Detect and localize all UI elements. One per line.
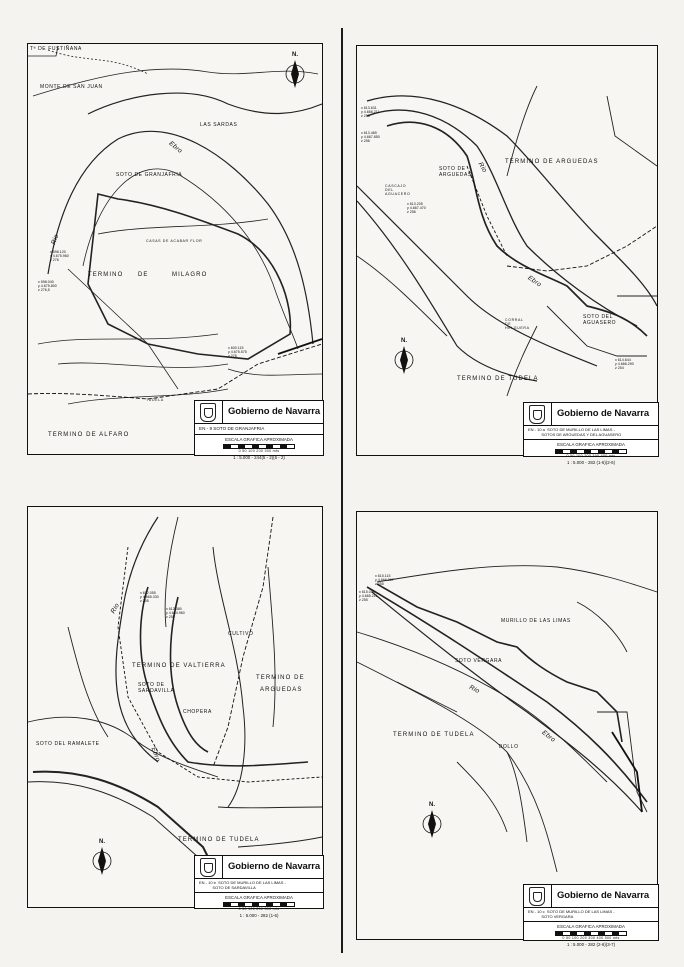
north-arrow-icon: N. [421,802,443,842]
label-murillo: MURILLO DE LAS LIMAS [501,618,571,624]
map-panel-arguedas [356,45,658,466]
map-panel-vergara [356,511,658,948]
label-de: DE [138,272,149,278]
label-las-sardas: LAS SARDAS [200,122,238,128]
label-termino-tudela: TERMINO DE TUDELA [393,732,475,738]
label-rio: Rio [50,233,61,246]
label-casas: CASAS DE ACABAR FLOR [146,239,203,243]
scale-ratio: 1 : 5.000 - 282 (1-6)(2-6) [566,460,616,466]
gobierno-navarra-title: Gobierno de Navarra [551,885,649,907]
scale-ratio: 1 : 5.000 - 282 (2-6)(3-7) [566,942,616,948]
label-termino-arguedas-a: TERMINO DE [256,675,305,681]
map-drawing [28,44,322,454]
label-soto-aguasero: SOTO DEL AGUASERO [583,314,617,326]
scale-ticks: 0 50 100 200 300 400 500 mts [562,936,620,941]
label-ebro: Ebro [149,746,162,763]
map-panel-sardavilla [27,506,323,919]
coord-marker: x 613.205 y 4.667.470 z 256 [407,202,426,214]
label-termino-valtierra: TERMINO DE VALTIERRA [132,663,226,669]
label-termino: TERMINO [88,272,124,278]
scale-ratio: 1 : 5.000 - 244(5 - 2)(6 - 2) [233,454,285,460]
label-soto-vergara: SOTO VERGARA [455,658,503,664]
label-ebro: Ebro [526,274,543,289]
map-code: EN - 10 c SOTO DE MURILLO DE LAS LIMAS - SOTO VERGARA [524,908,658,922]
north-arrow-icon: N. [91,839,113,879]
legend-box [194,400,324,460]
label-tudela-sign: TUDELA [146,398,164,402]
label-cultivo: CULTIVO [228,631,254,637]
coord-marker: x 613.631 y 4.668.211 z 253 [361,106,380,118]
scale-title: ESCALA GRAFICA APROXIMADA [225,436,293,442]
coord-marker: x 615.115 y 4.666.067 z 255 [375,574,394,586]
map-code: EN - 10 b SOTO DE MURILLO DE LAS LIMAS - SOTO DE SARDAVILLA [195,879,323,893]
label-rio: Rio [476,161,489,174]
map-drawing [357,512,657,939]
gobierno-navarra-title: Gobierno de Navarra [551,403,649,425]
label-milagro: MILAGRO [172,272,208,278]
scale-ratio: 1 : 5.000 - 282 (1-6) [239,913,279,919]
scale-ticks: 0 50 100 200 300 400 mts [566,454,616,459]
coord-marker: x 612.055 y 4.665.330 z 255 [140,591,159,603]
map-drawing [357,46,657,455]
navarra-crest-icon [529,887,545,906]
page-divider [341,28,343,953]
scale-title: ESCALA GRAFICA APROXIMADA [557,924,625,930]
navarra-crest-icon [200,858,216,877]
label-bollo: BOLLO [499,744,519,750]
label-ebro: Ebro [540,729,557,744]
navarra-crest-icon [200,403,216,422]
scale-title: ESCALA GRAFICA APROXIMADA [225,895,293,901]
label-termino-arguedas: TERMINO DE ARGUEDAS [505,159,599,165]
label-termino-tudela: TERMINO DE TUDELA [178,837,260,843]
north-arrow-icon: N. [393,338,415,378]
label-termino-arguedas-b: ARGUEDAS [260,687,303,693]
label-rio: Rio [467,683,481,696]
navarra-crest-icon [529,405,545,424]
gobierno-navarra-title: Gobierno de Navarra [222,401,320,423]
label-soto-ramalete: SOTO DEL RAMALETE [36,741,100,747]
label-monte-san-juan: MONTE DE SAN JUAN [40,84,103,90]
label-chopera: CHOPERA [183,709,212,715]
coord-marker: x 598.120 y 4.675.960 z 276 [50,250,69,262]
label-termino-alfaro: TERMINO DE ALFARO [48,432,130,438]
coord-marker: x 614.644 y 4.666.290 z 254 [615,358,634,370]
coord-marker: x 613.489 y 4.667.850 z 256 [361,131,380,143]
label-soto-arguedas: SOTO DE ARGUEDAS [439,166,472,178]
scale-title: ESCALA GRAFICA APROXIMADA [557,442,625,448]
map-panel-granjafria [27,43,323,460]
label-soto-granjafria: SOTO DE GRANJAFRIA [116,172,183,178]
legend-box [523,884,659,948]
coord-marker: x 615.090 y 4.665.211 z 255 [359,590,378,602]
map-code: EN - 10 a SOTO DE MURILLO DE LAS LIMAS - SOTOS DE ARGUEDAS Y DEL AGUASERO [524,426,658,440]
label-fustinana: Tª DE FUSTIÑANA [30,46,82,52]
label-corral: CORRAL DE HELGUERA [505,318,530,330]
label-termino-tudela: TERMINO DE TUDELA [457,376,539,382]
coord-marker: x 612.380 y 4.664.960 z 255 [166,607,185,619]
north-arrow-icon: N. [284,52,306,92]
map-drawing [28,507,322,907]
coord-marker: x 598.040 y 4.675.800 z 276,5 [38,280,57,292]
legend-box [523,402,659,466]
label-rio: Rio [109,602,122,615]
label-cascajo: CASCAJO DEL AGUACERO [385,184,411,196]
legend-box [194,855,324,919]
gobierno-navarra-title: Gobierno de Navarra [222,856,320,878]
label-ebro: Ebro [167,140,184,155]
map-code: EN - 9 SOTO DE GRANJAFRIA [195,424,323,435]
scale-ticks: 0 50 100 200 300 mts [238,448,280,453]
coord-marker: x 600.115 y 4.675.575 z 276 [228,346,247,358]
scale-ticks: 0 50 100 200 300 mts [238,907,280,912]
label-soto-sardavilla: SOTO DE SARDAVILLA [138,682,175,694]
